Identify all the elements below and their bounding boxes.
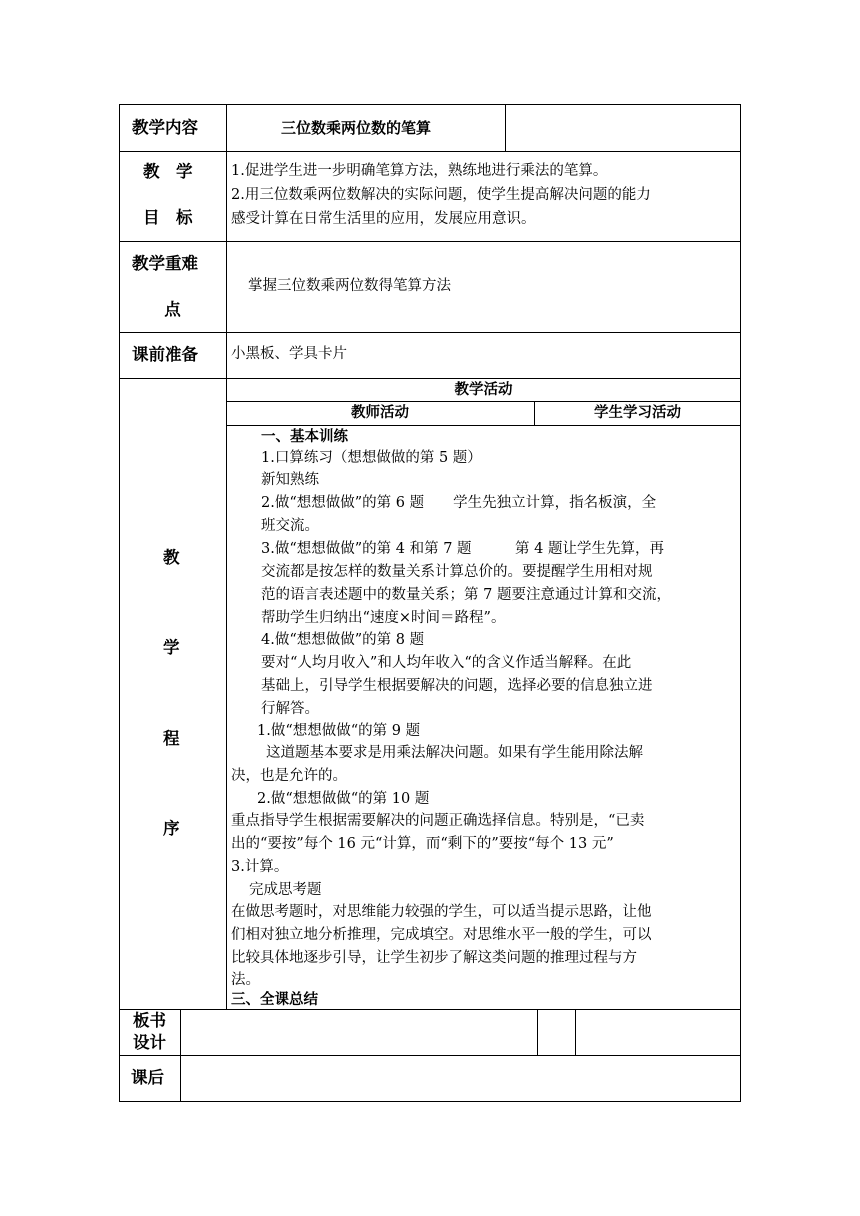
- process-line: 决，也是允许的。: [231, 768, 347, 784]
- keypoints-text: 掌握三位数乘两位数得笔算方法: [248, 278, 451, 294]
- goal-line-2: 2.用三位数乘两位数解决的实际问题，使学生提高解决问题的能力: [231, 187, 651, 203]
- after-class-label: 课后: [131, 1068, 164, 1087]
- process-line: 2.做“想想做做“的第 10 题: [257, 791, 430, 807]
- process-label-char: 教: [163, 548, 180, 567]
- board-cell-divider: [575, 1009, 576, 1056]
- label-column-divider: [226, 104, 227, 1010]
- process-line: 3.做“想想做做”的第 4 和第 7 题 第 4 题让学生先算，再: [261, 541, 664, 557]
- process-line: 行解答。: [261, 701, 319, 717]
- process-line: 一、基本训练: [261, 429, 348, 445]
- process-label-char: 学: [163, 638, 180, 657]
- prep-text: 小黑板、学具卡片: [231, 346, 347, 362]
- row-divider: [119, 378, 741, 379]
- process-label-char: 程: [163, 729, 180, 748]
- process-line: 在做思考题时，对思维能力较强的学生，可以适当提示思路，让他: [231, 904, 652, 920]
- keypoints-label-line1: 教学重难: [132, 254, 198, 273]
- row-divider: [226, 425, 741, 426]
- goals-label-line1: 教 学: [143, 162, 193, 181]
- process-line: 帮助学生归纳出“速度×时间＝路程”。: [261, 610, 506, 626]
- prep-label: 课前准备: [132, 345, 198, 364]
- process-line: 完成思考题: [249, 882, 322, 898]
- goal-line-1: 1.促进学生进一步明确笔算方法，熟练地进行乘法的笔算。: [231, 163, 608, 179]
- process-line: 重点指导学生根据需要解决的问题正确选择信息。特别是，“已卖: [231, 813, 645, 829]
- board-label-line1: 板书: [133, 1011, 166, 1030]
- process-line: 1.口算练习（想想做做的第 5 题）: [261, 450, 482, 466]
- board-cell-divider: [537, 1009, 538, 1056]
- process-line: 基础上，引导学生根据要解决的问题，选择必要的信息独立进: [261, 678, 653, 694]
- process-line: 班交流。: [261, 518, 319, 534]
- board-label-line2: 设计: [133, 1033, 166, 1052]
- table-border-top: [119, 104, 741, 105]
- goals-label-line2: 目 标: [143, 208, 193, 227]
- row-divider: [119, 1055, 741, 1056]
- activities-header: 教学活动: [454, 382, 513, 398]
- row-divider: [119, 151, 741, 152]
- bottom-label-divider: [180, 1009, 181, 1102]
- process-line: 新知熟练: [261, 472, 319, 488]
- process-line: 4.做“想想做做”的第 8 题: [261, 632, 425, 648]
- process-line: 比较具体地逐步引导，让学生初步了解这类问题的推理过程与方: [231, 950, 637, 966]
- process-line: 出的“要按”每个 16 元“计算，而“剩下的”要按“每个 13 元”: [231, 836, 614, 852]
- process-line: 范的语言表述题中的数量关系；第 7 题要注意通过计算和交流，: [261, 587, 671, 603]
- row-divider: [119, 241, 741, 242]
- process-label-char: 序: [163, 819, 180, 838]
- keypoints-label-line2: 点: [164, 300, 181, 319]
- goal-line-3: 感受计算在日常生活里的应用，发展应用意识。: [231, 211, 536, 227]
- process-line: 们相对独立地分析推理，完成填空。对思维水平一般的学生，可以: [231, 927, 652, 943]
- content-label: 教学内容: [132, 118, 198, 137]
- table-border-left: [119, 104, 120, 1102]
- process-line: 3.计算。: [231, 859, 289, 875]
- process-line: 法。: [231, 972, 260, 988]
- content-cell-divider: [505, 104, 506, 152]
- row-divider: [119, 1009, 741, 1010]
- teacher-activity-header: 教师活动: [351, 405, 409, 421]
- content-title: 三位数乘两位数的笔算: [281, 119, 432, 137]
- process-line: 这道题基本要求是用乘法解决问题。如果有学生能用除法解: [266, 745, 643, 761]
- process-line: 2.做“想想做做”的第 6 题 学生先独立计算，指名板演，全: [261, 495, 657, 511]
- row-divider: [226, 401, 741, 402]
- process-line: 交流都是按怎样的数量关系计算总价的。要提醒学生用相对规: [261, 564, 653, 580]
- process-line: 三、全课总结: [231, 992, 318, 1008]
- row-divider: [119, 332, 741, 333]
- table-border-bottom: [119, 1101, 741, 1102]
- table-border-right: [740, 104, 741, 1102]
- process-line: 要对“人均月收入”和人均年收入“的含义作适当解释。在此: [261, 655, 632, 671]
- process-line: 1.做“想想做做“的第 9 题: [257, 723, 421, 739]
- student-activity-header: 学生学习活动: [594, 405, 681, 421]
